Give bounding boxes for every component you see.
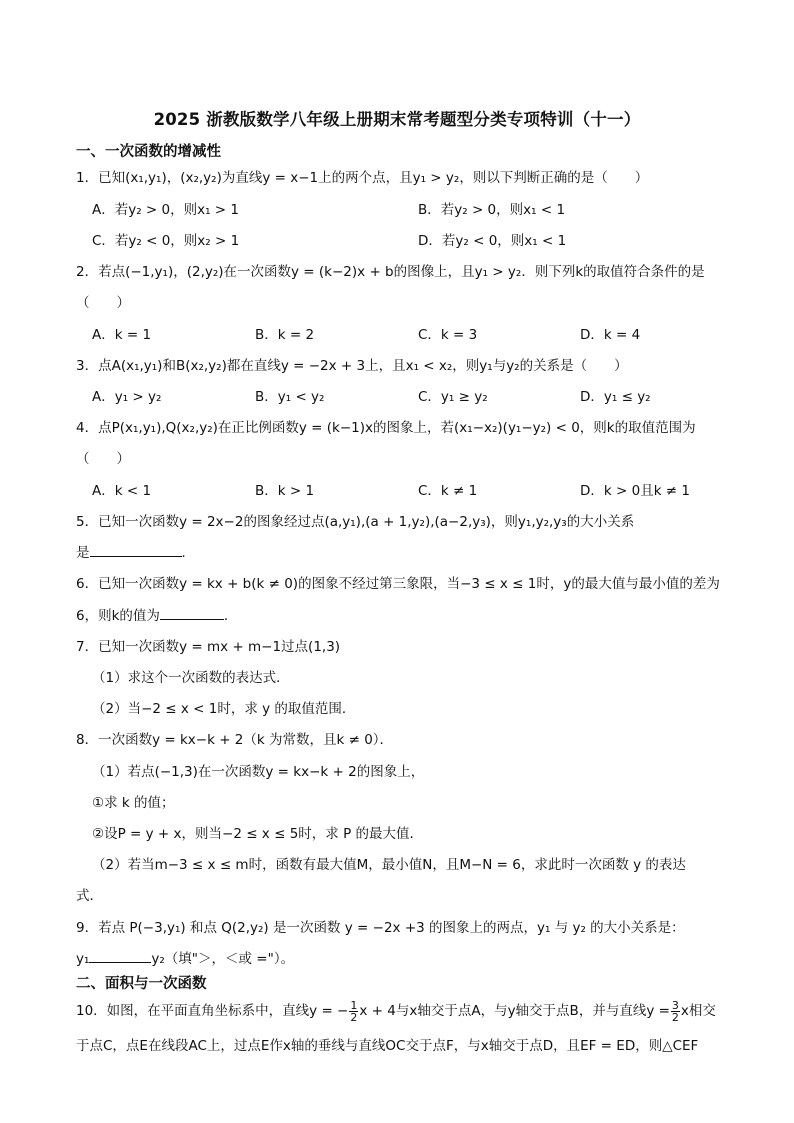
question-4-option-a: A．k < 1	[92, 483, 152, 499]
question-6-tail-b: ．	[223, 608, 238, 624]
question-9-blank[interactable]	[89, 948, 151, 963]
question-8-part-2: （2）若当m−3 ≤ x ≤ m时，函数有最大值M，最小值N，且M−N = 6，求此时一次函数 y 的表达	[92, 857, 686, 873]
question-5-tail-b: ．	[181, 545, 195, 561]
question-2-option-d: D．k = 4	[580, 327, 641, 343]
question-10-line-1	[76, 999, 716, 1023]
question-4-option-c: C．k ≠ 1	[418, 483, 478, 499]
question-8-subpart-2: ②设P = y + x，则当−2 ≤ x ≤ 5时，求 P 的最大值．	[92, 826, 424, 842]
section-heading-2: 二、面积与一次函数	[76, 976, 207, 992]
question-8-part-1: （1）若点(−1,3)在一次函数y = kx−k + 2的图象上，	[92, 764, 425, 780]
question-2-paren: （ ）	[76, 295, 130, 311]
question-7-part-1: （1）求这个一次函数的表达式．	[92, 670, 290, 686]
question-3-option-a: A．y₁ > y₂	[92, 389, 162, 405]
question-8-part-2-cont: 式．	[76, 888, 103, 904]
question-3-option-b: B．y₁ < y₂	[255, 389, 325, 405]
question-4-paren: （ ）	[76, 451, 130, 467]
question-6-blank[interactable]	[160, 605, 224, 620]
fraction-three-halves: $\frac{3}{2}$	[671, 998, 679, 1024]
question-10-text-c: x相交	[680, 1003, 716, 1019]
question-8-stem: 8．一次函数y = kx−k + 2（k 为常数，且k ≠ 0）．	[76, 732, 394, 748]
question-5-answer-line	[76, 541, 195, 561]
question-9-answer-line	[76, 947, 294, 967]
question-1-option-d: D．若y₂ < 0，则x₁ < 1	[418, 233, 567, 249]
page-title: 2025 浙教版数学八年级上册期末常考题型分类专项特训（十一）	[153, 110, 641, 129]
question-7-stem: 7．已知一次函数y = mx + m−1过点(1,3)	[76, 639, 341, 655]
question-4-option-b: B．k > 1	[255, 483, 315, 499]
question-5-tail-a: 是	[76, 545, 90, 561]
question-5-stem: 5．已知一次函数y = 2x−2的图象经过点(a,y₁),(a + 1,y₂),(a−2,y₃)，则y₁,y₂,y₃的大小关系	[76, 514, 635, 530]
question-4-option-d: D．k > 0且k ≠ 1	[580, 483, 690, 499]
question-9-stem: 9．若点 P(−3,y₁) 和点 Q(2,y₂) 是一次函数 y = −2x +3 的图象上的两点，y₁ 与 y₂ 的大小关系是：	[76, 920, 685, 936]
question-2-stem: 2．若点(−1,y₁)，(2,y₂)在一次函数y = (k−2)x + b的图像上，且y₁ > y₂．则下列k的取值符合条件的是	[76, 264, 705, 280]
question-1-option-a: A．若y₂ > 0，则x₁ > 1	[92, 202, 240, 218]
question-1-option-b: B．若y₂ > 0，则x₁ < 1	[418, 202, 566, 218]
question-6-tail-a: 6，则k的值为	[76, 608, 160, 624]
question-10-text-b: x + 4与x轴交于点A，与y轴交于点B，并与直线y =	[359, 1003, 670, 1019]
question-6-stem: 6．已知一次函数y = kx + b(k ≠ 0)的图象不经过第三象限，当−3 ≤ x ≤ 1时，y的最大值与最小值的差为	[76, 576, 720, 592]
question-1-stem: 1．已知(x₁,y₁)，(x₂,y₂)为直线y = x−1上的两个点，且y₁ > y₂，则以下判断正确的是（ ）	[76, 170, 649, 186]
question-3-option-c: C．y₁ ≥ y₂	[418, 389, 488, 405]
question-8-subpart-1: ①求 k 的值；	[92, 795, 175, 811]
question-10-text-a: 10．如图，在平面直角坐标系中，直线y = −	[76, 1003, 349, 1019]
question-5-blank[interactable]	[90, 542, 182, 557]
fraction-one-half: $\frac{1}{2}$	[350, 998, 358, 1024]
question-6-answer-line	[76, 604, 237, 624]
question-10-line-2: 于点C，点E在线段AC上，过点E作x轴的垂线与直线OC交于点F，与x轴交于点D，且EF = ED，则△CEF	[76, 1038, 699, 1054]
question-9-tail-b: y₂（填"＞，＜或 ="）。	[151, 951, 295, 967]
section-heading-1: 一、一次函数的增减性	[76, 144, 221, 160]
question-7-part-2: （2）当−2 ≤ x < 1时，求 y 的取值范围．	[92, 701, 356, 717]
question-3-stem: 3．点A(x₁,y₁)和B(x₂,y₂)都在直线y = −2x + 3上，且x₁ < x₂，则y₁与y₂的关系是（ ）	[76, 358, 628, 374]
question-1-option-c: C．若y₂ < 0，则x₂ > 1	[92, 233, 240, 249]
question-2-option-c: C．k = 3	[418, 327, 478, 343]
question-4-stem: 4．点P(x₁,y₁),Q(x₂,y₂)在正比例函数y = (k−1)x的图象上，若(x₁−x₂)(y₁−y₂) < 0，则k的取值范围为	[76, 420, 696, 436]
question-9-tail-a: y₁	[76, 951, 90, 967]
question-2-option-b: B．k = 2	[255, 327, 315, 343]
question-3-option-d: D．y₁ ≤ y₂	[580, 389, 651, 405]
question-2-option-a: A．k = 1	[92, 327, 152, 343]
